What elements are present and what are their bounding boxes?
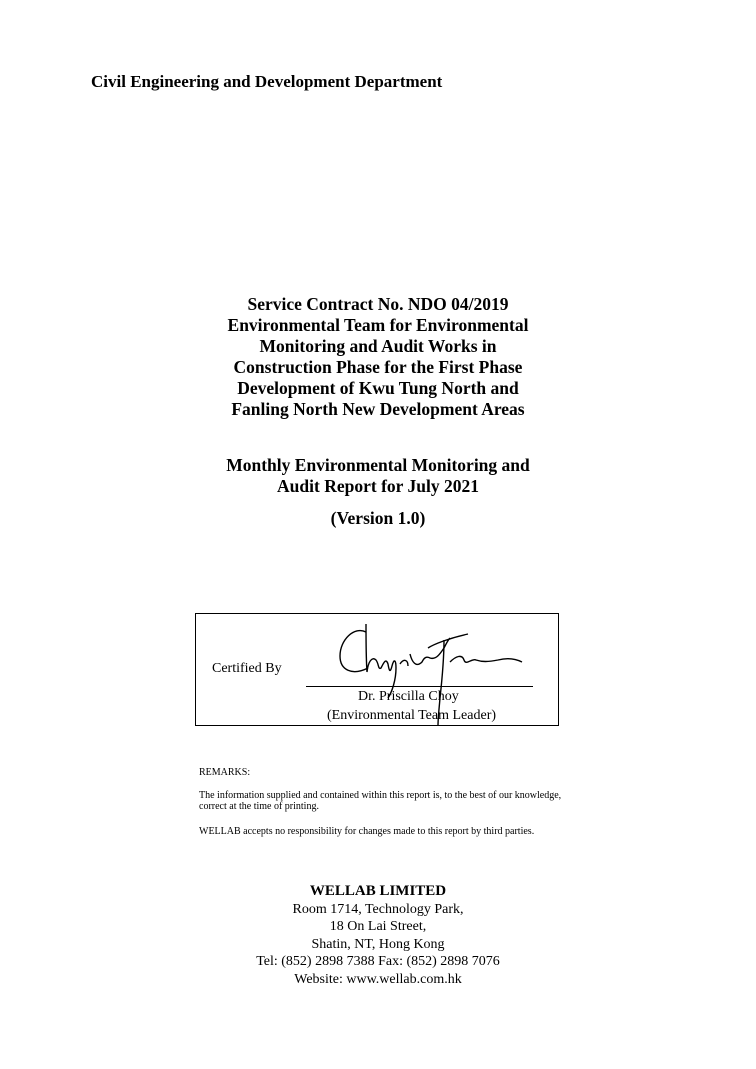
contract-title-line: Service Contract No. NDO 04/2019	[247, 294, 509, 314]
signer-title-text: (Environmental Team Leader)	[327, 708, 497, 723]
company-website: Website: www.wellab.com.hk	[294, 971, 462, 987]
company-address-line: 18 On Lai Street,	[329, 919, 427, 934]
signer-name	[196, 689, 558, 705]
signature-line	[306, 686, 533, 687]
report-version: (Version 1.0)	[330, 508, 426, 528]
company-contact: Tel: (852) 2898 7388 Fax: (852) 2898 7076	[256, 954, 500, 969]
department-heading: Civil Engineering and Development Department	[91, 72, 443, 91]
company-address-line: Shatin, NT, Hong Kong	[311, 936, 445, 952]
company-address-line: Room 1714, Technology Park,	[292, 901, 464, 917]
remarks-paragraph: WELLAB accepts no responsibility for changes made to this report by third parties.	[199, 825, 535, 837]
remarks-paragraph: The information supplied and contained within this report is, to the best of our knowledge, correct at the time of printing.	[199, 789, 562, 812]
contract-title-line: Fanling North New Development Areas	[231, 399, 525, 419]
contract-title-line: Development of Kwu Tung North and	[237, 378, 519, 398]
signer-name-text: Dr. Priscilla Choy	[358, 689, 459, 704]
contract-title-line: Monitoring and Audit Works in	[259, 336, 497, 356]
contract-title-line: Environmental Team for Environmental	[227, 315, 529, 335]
company-name: WELLAB LIMITED	[309, 883, 447, 899]
company-block	[200, 883, 556, 988]
certified-by-label: Certified By	[212, 661, 282, 676]
report-title	[150, 455, 606, 497]
report-title-line: Audit Report for July 2021	[277, 476, 479, 496]
remarks-section	[199, 767, 579, 837]
report-title-line: Monthly Environmental Monitoring and	[226, 455, 530, 475]
signer-title	[196, 708, 558, 724]
contract-title-line: Construction Phase for the First Phase	[233, 357, 523, 377]
certification-box	[195, 613, 559, 726]
contract-title	[150, 294, 606, 420]
remarks-heading: REMARKS:	[199, 767, 251, 778]
